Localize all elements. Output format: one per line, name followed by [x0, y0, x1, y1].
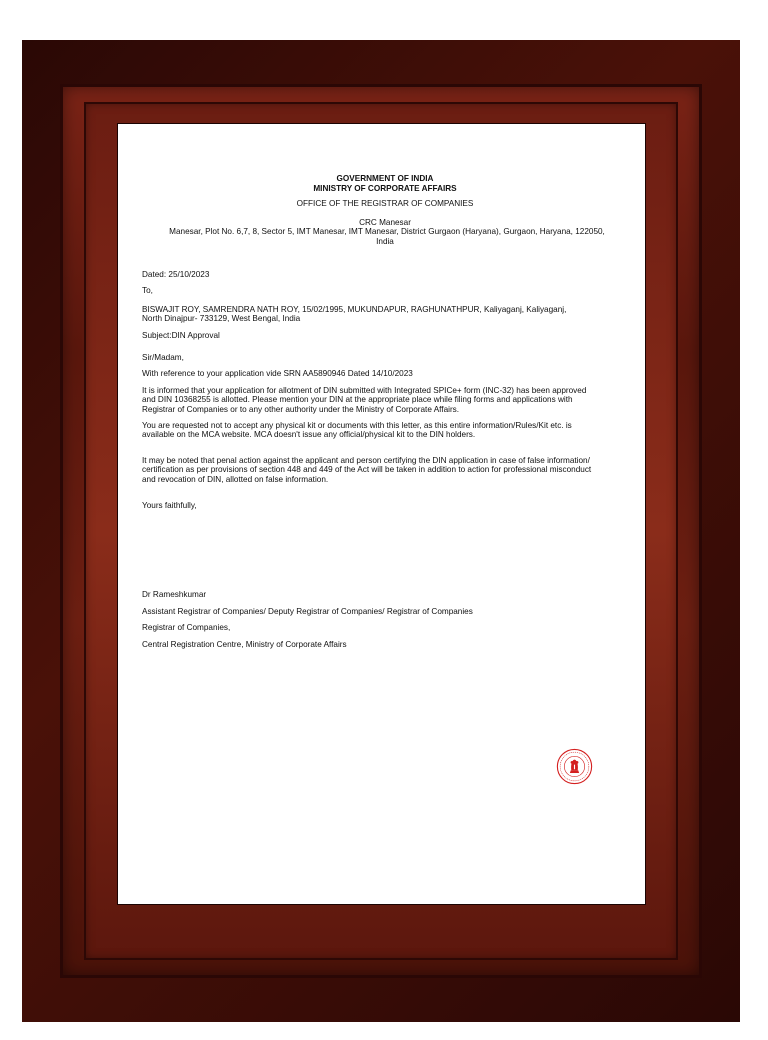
paragraph-1-line2: and DIN 10368255 is allotted. Please mention your DIN at the appropriate place while filing forms and applications with: [142, 395, 573, 405]
paragraph-3-line1: It may be noted that penal action against the applicant and person certifying the DIN application in case of false information/: [142, 455, 590, 465]
letter-reference: With reference to your application vide SRN AA5890946 Dated 14/10/2023: [142, 369, 413, 379]
paragraph-1-line3: Registrar of Companies or to any other authority under the Ministry of Corporate Affairs.: [142, 404, 460, 414]
header-address-line1: Manesar, Plot No. 6,7, 8, Sector 5, IMT Manesar, IMT Manesar, District Gurgaon (Haryana), Gurgaon, Haryana, 122050,: [169, 227, 605, 237]
paragraph-2-line1: You are requested not to accept any physical kit or documents with this letter, as this entire information/Rules/Kit etc. is: [142, 420, 572, 430]
paragraph-3-line2: certification as per provisions of section 448 and 449 of the Act will be taken in addition to action for professional misconduct: [142, 465, 592, 475]
signatory-designation: Assistant Registrar of Companies/ Deputy Registrar of Companies/ Registrar of Companies: [142, 606, 473, 616]
header-address-line2: India: [376, 236, 394, 246]
signatory-office: Registrar of Companies,: [142, 623, 231, 633]
signatory-name: Dr Rameshkumar: [142, 590, 207, 600]
header-crc: CRC Manesar: [359, 217, 411, 227]
letter-date: Dated: 25/10/2023: [142, 269, 210, 279]
letter-document: [142, 174, 628, 649]
emblem-seal-icon: [556, 748, 593, 785]
letter-to: To,: [142, 286, 153, 296]
paragraph-1-line1: It is informed that your application for allotment of DIN submitted with Integrated SPICe+ form (INC-32) has been approved: [142, 385, 587, 395]
header-government: GOVERNMENT OF INDIA: [336, 174, 434, 183]
recipient-line2: North Dinajpur- 733129, West Bengal, India: [142, 314, 301, 324]
letter-closing: Yours faithfully,: [142, 501, 197, 511]
recipient-line1: BISWAJIT ROY, SAMRENDRA NATH ROY, 15/02/1995, MUKUNDAPUR, RAGHUNATHPUR, Kaliyaganj, Kaliyaganj,: [142, 304, 567, 314]
signatory-centre: Central Registration Centre, Ministry of Corporate Affairs: [142, 639, 347, 649]
header-office: OFFICE OF THE REGISTRAR OF COMPANIES: [296, 199, 474, 209]
paragraph-2-line2: available on the MCA website. MCA doesn't issue any official/physical kit to the DIN holders.: [142, 430, 476, 440]
letter-salutation: Sir/Madam,: [142, 352, 184, 362]
letter-subject: Subject:DIN Approval: [142, 330, 220, 340]
header-ministry: MINISTRY OF CORPORATE AFFAIRS: [313, 183, 457, 193]
paragraph-3-line3: and revocation of DIN, allotted on false information.: [142, 474, 329, 484]
